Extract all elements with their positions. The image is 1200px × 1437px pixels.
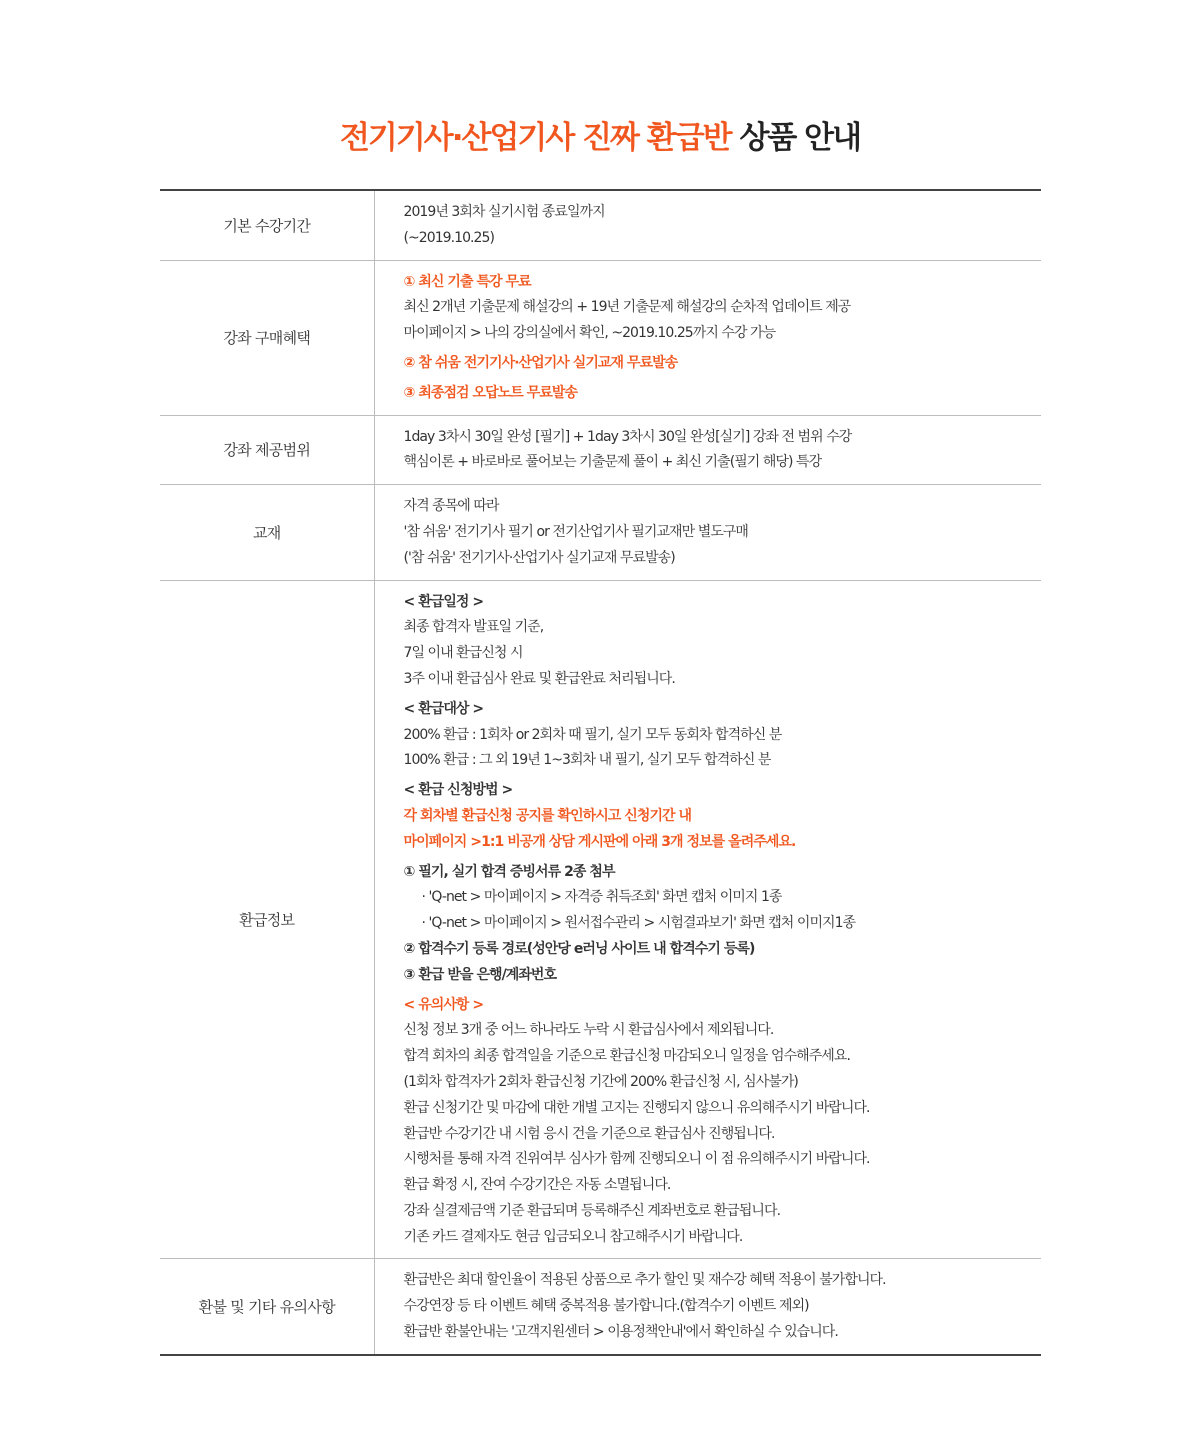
refund-target-title: < 환급대상 > — [403, 700, 484, 717]
row-label-textbook: 교재 — [160, 485, 374, 580]
row-content-period — [374, 190, 1041, 260]
product-info-table — [160, 189, 1041, 1356]
page-title — [0, 112, 1200, 157]
page-title-rest: 상품 안내 — [739, 120, 861, 156]
row-label-scope: 강좌 제공범위 — [160, 415, 374, 485]
refund-method-notice: 각 회차별 환급신청 공지를 확인하시고 신청기간 내 — [403, 807, 692, 824]
notes-line: 환급반은 최대 할인율이 적용된 상품으로 추가 할인 및 재수강 혜택 적용이 불가합니다. — [403, 1272, 886, 1289]
refund-step-1-detail: · 'Q-net > 마이페이지 > 원서접수관리 > 시험결과보기' 화면 캡처 이미지1종 — [421, 915, 856, 932]
refund-schedule-line: 3주 이내 환급심사 완료 및 환급완료 처리됩니다. — [403, 670, 675, 687]
scope-line: 1day 3차시 30일 완성 [필기] + 1day 3차시 30일 완성[실기] 강좌 전 범위 수강 — [403, 428, 852, 445]
refund-caution-line: (1회차 합격자가 2회차 환급신청 기간에 200% 환급신청 시, 심사불가) — [403, 1073, 798, 1090]
refund-schedule-title: < 환급일정 > — [403, 593, 484, 610]
scope-line: 핵심이론 + 바로바로 풀어보는 기출문제 풀이 + 최신 기출(필기 해당) 특강 — [403, 454, 822, 471]
refund-caution-line: 신청 정보 3개 중 어느 하나라도 누락 시 환급심사에서 제외됩니다. — [403, 1022, 774, 1039]
benefit-item-3: ③ 최종점검 오답노트 무료발송 — [403, 384, 578, 401]
refund-step-3: ③ 환급 받을 은행/계좌번호 — [403, 966, 557, 983]
benefit-item-2: ② 참 쉬움 전기기사·산업기사 실기교재 무료발송 — [403, 354, 678, 371]
refund-caution-line: 강좌 실결제금액 기준 환급되며 등록해주신 계좌번호로 환급됩니다. — [403, 1202, 781, 1219]
textbook-line: ('참 쉬움' 전기기사·산업기사 실기교재 무료발송) — [403, 549, 675, 566]
row-content-notes — [374, 1259, 1041, 1355]
refund-step-1: ① 필기, 실기 합격 증빙서류 2종 첨부 — [403, 863, 615, 880]
row-label-benefits: 강좌 구매혜택 — [160, 260, 374, 415]
row-label-period: 기본 수강기간 — [160, 190, 374, 260]
table-row-benefits — [160, 260, 1041, 415]
row-label-refund: 환급정보 — [160, 580, 374, 1259]
table-row-notes — [160, 1259, 1041, 1355]
refund-method-notice: 마이페이지 >1:1 비공개 상담 게시판에 아래 3개 정보를 올려주세요. — [403, 833, 796, 850]
refund-schedule-line: 최종 합격자 발표일 기준, — [403, 619, 544, 636]
notes-line: 수강연장 등 타 이벤트 혜택 중복적용 불가합니다.(합격수기 이벤트 제외) — [403, 1298, 809, 1315]
row-content-scope — [374, 415, 1041, 485]
benefit-detail: 최신 2개년 기출문제 해설강의 + 19년 기출문제 해설강의 순차적 업데이트 제공 — [403, 299, 851, 316]
textbook-line: 자격 종목에 따라 — [403, 498, 499, 515]
row-content-textbook — [374, 485, 1041, 580]
refund-caution-line: 환급 확정 시, 잔여 수강기간은 자동 소멸됩니다. — [403, 1177, 671, 1194]
refund-target-line: 100% 환급 : 그 외 19년 1~3회차 내 필기, 실기 모두 합격하신 분 — [403, 752, 771, 769]
refund-step-2: ② 합격수기 등록 경로(성안당 e러닝 사이트 내 합격수기 등록) — [403, 940, 755, 957]
page-title-highlight: 전기기사·산업기사 진짜 환급반 — [339, 120, 731, 156]
table-row-scope — [160, 415, 1041, 485]
refund-caution-title: < 유의사항 > — [403, 996, 484, 1013]
refund-target-line: 200% 환급 : 1회차 or 2회차 때 필기, 실기 모두 동회차 합격하신 분 — [403, 726, 782, 743]
notes-line: 환급반 환불안내는 '고객지원센터 > 이용정책안내'에서 확인하실 수 있습니다. — [403, 1324, 838, 1341]
table-row-refund — [160, 580, 1041, 1259]
period-line: 2019년 3회차 실기시험 종료일까지 — [403, 204, 605, 220]
period-line: (~2019.10.25) — [403, 229, 494, 246]
refund-step-1-detail: · 'Q-net > 마이페이지 > 자격증 취득조회' 화면 캡처 이미지 1종 — [421, 889, 782, 906]
table-row-textbook — [160, 485, 1041, 580]
benefit-item-1: ① 최신 기출 특강 무료 — [403, 273, 531, 290]
textbook-line: '참 쉬움' 전기기사 필기 or 전기산업기사 필기교재만 별도구매 — [403, 523, 748, 540]
row-content-refund — [374, 580, 1041, 1259]
refund-caution-line: 환급 신청기간 및 마감에 대한 개별 고지는 진행되지 않으니 유의해주시기 바랍니다. — [403, 1099, 870, 1116]
table-row-period — [160, 190, 1041, 260]
refund-caution-line: 시행처를 통해 자격 진위여부 심사가 함께 진행되오니 이 점 유의해주시기 바랍니다. — [403, 1151, 870, 1168]
benefit-detail: 마이페이지 > 나의 강의실에서 확인, ~2019.10.25까지 수강 가능 — [403, 325, 776, 342]
refund-caution-line: 합격 회차의 최종 합격일을 기준으로 환급신청 마감되오니 일정을 엄수해주세요. — [403, 1048, 850, 1065]
refund-schedule-line: 7일 이내 환급신청 시 — [403, 645, 523, 662]
refund-caution-line: 기존 카드 결제자도 현금 입금되오니 참고해주시기 바랍니다. — [403, 1228, 743, 1245]
row-content-benefits — [374, 260, 1041, 415]
refund-caution-line: 환급반 수강기간 내 시험 응시 건을 기준으로 환급심사 진행됩니다. — [403, 1125, 775, 1142]
row-label-notes: 환불 및 기타 유의사항 — [160, 1259, 374, 1355]
refund-method-title: < 환급 신청방법 > — [403, 782, 513, 799]
